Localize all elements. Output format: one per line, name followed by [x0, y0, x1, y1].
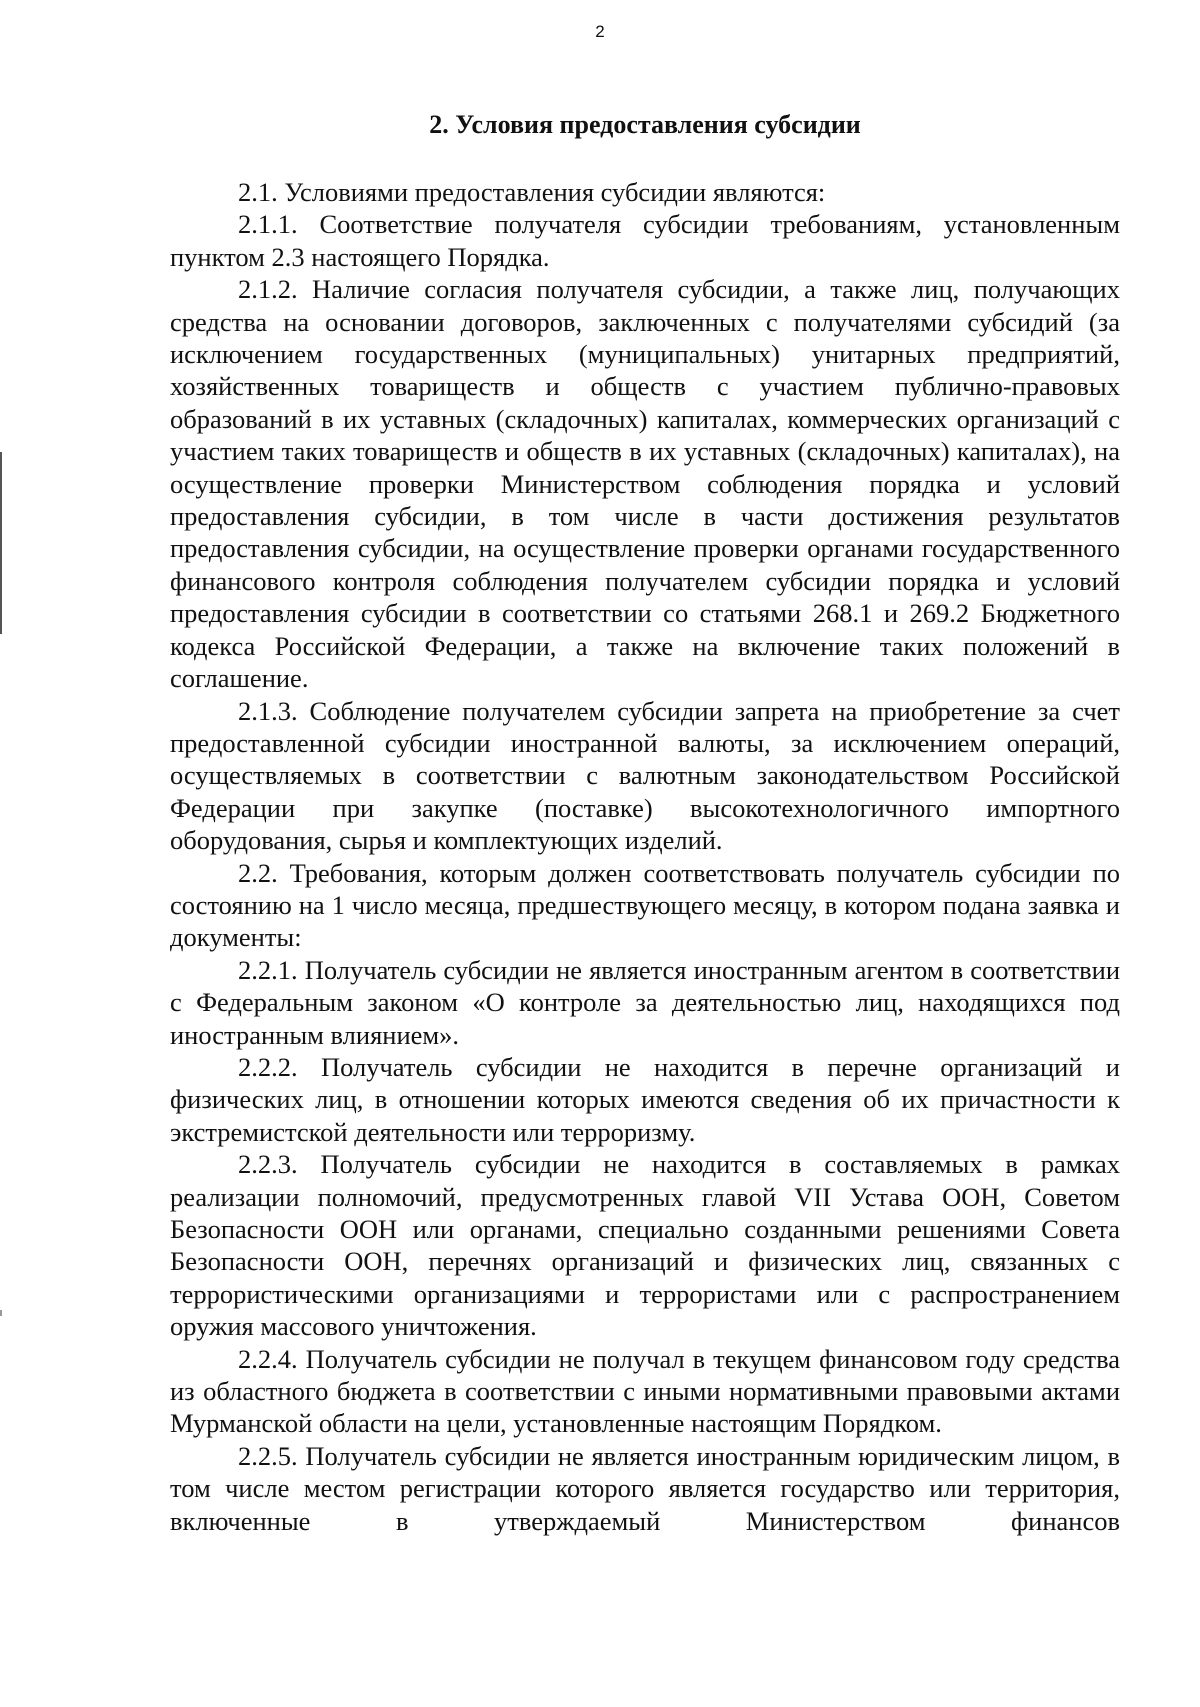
paragraph-2-1: 2.1. Условиями предоставления субсидии являются: [238, 177, 826, 207]
scan-edge-mark [0, 452, 2, 634]
paragraph-2-2-2: 2.2.2. Получатель субсидии не находится в перечне организаций и физических лиц, в отношении которых имеются сведения об их причастности к экстремистской деятельности или терроризму. [170, 1051, 1120, 1147]
paragraph-2-2-5: 2.2.5. Получатель субсидии не является иностранным юридическим лицом, в том числе местом регистрации которого является государство или территория, включенные в утверждаемый Министерством финансов [170, 1440, 1120, 1536]
paragraph-2-2-3: 2.2.3. Получатель субсидии не находится в составляемых в рамках реализации полномочий, предусмотренных главой VII Устава ООН, Советом Безопасности ООН или органами, специально созданными решениями Совета Безопасности ООН, перечнях организаций и физических лиц, связанных с террористическими организациями и террористами или с распространением оружия массового уничтожения. [170, 1149, 1120, 1342]
paragraph-2-1-3: 2.1.3. Соблюдение получателем субсидии запрета на приобретение за счет предоставленной субсидии иностранной валюты, за исключением операций, осуществляемых в соответствии с валютным законодательством Российской Федерации при закупке (поставке) высокотехнологичного импортного оборудования, сырья и комплектующих изделий. [170, 695, 1120, 856]
document-body [170, 176, 1120, 1537]
scan-edge-mark [0, 1310, 2, 1316]
paragraph-2-1-2: 2.1.2. Наличие согласия получателя субсидии, а также лиц, получающих средства на основании договоров, заключенных с получателями субсидий (за исключением государственных (муниципальных) унитарных предприятий, хозяйственных товариществ и обществ с участием публично-правовых образований в их уставных (складочных) капиталах, коммерческих организаций с участием таких товариществ и обществ в их уставных (складочных) капиталах), на осуществление проверки Министерством соблюдения порядка и условий предоставления субсидии, в том числе в части достижения результатов предоставления субсидии, на осуществление проверки органами государственного финансового контроля соблюдения получателем субсидии порядка и условий предоставления субсидии в соответствии со статьями 268.1 и 269.2 Бюджетного кодекса Российской Федерации, а также на включение таких положений в соглашение. [170, 274, 1120, 694]
section-title: 2. Условия предоставления субсидии [429, 110, 861, 139]
paragraph-2-2: 2.2. Требования, которым должен соответствовать получатель субсидии по состоянию на 1 число месяца, предшествующего месяцу, в котором подана заявка и документы: [170, 857, 1120, 953]
paragraph-2-2-1: 2.2.1. Получатель субсидии не является иностранным агентом в соответствии с Федеральным законом «О контроле за деятельностью лиц, находящихся под иностранным влиянием». [170, 954, 1120, 1050]
paragraph-2-2-4: 2.2.4. Получатель субсидии не получал в текущем финансовом году средства из областного бюджета в соответствии с иными нормативными правовыми актами Мурманской области на цели, установленные настоящим Порядком. [170, 1343, 1120, 1439]
page-number: 2 [595, 22, 605, 41]
paragraph-2-1-1: 2.1.1. Соответствие получателя субсидии требованиям, установленным пунктом 2.3 настоящего Порядка. [170, 209, 1120, 272]
